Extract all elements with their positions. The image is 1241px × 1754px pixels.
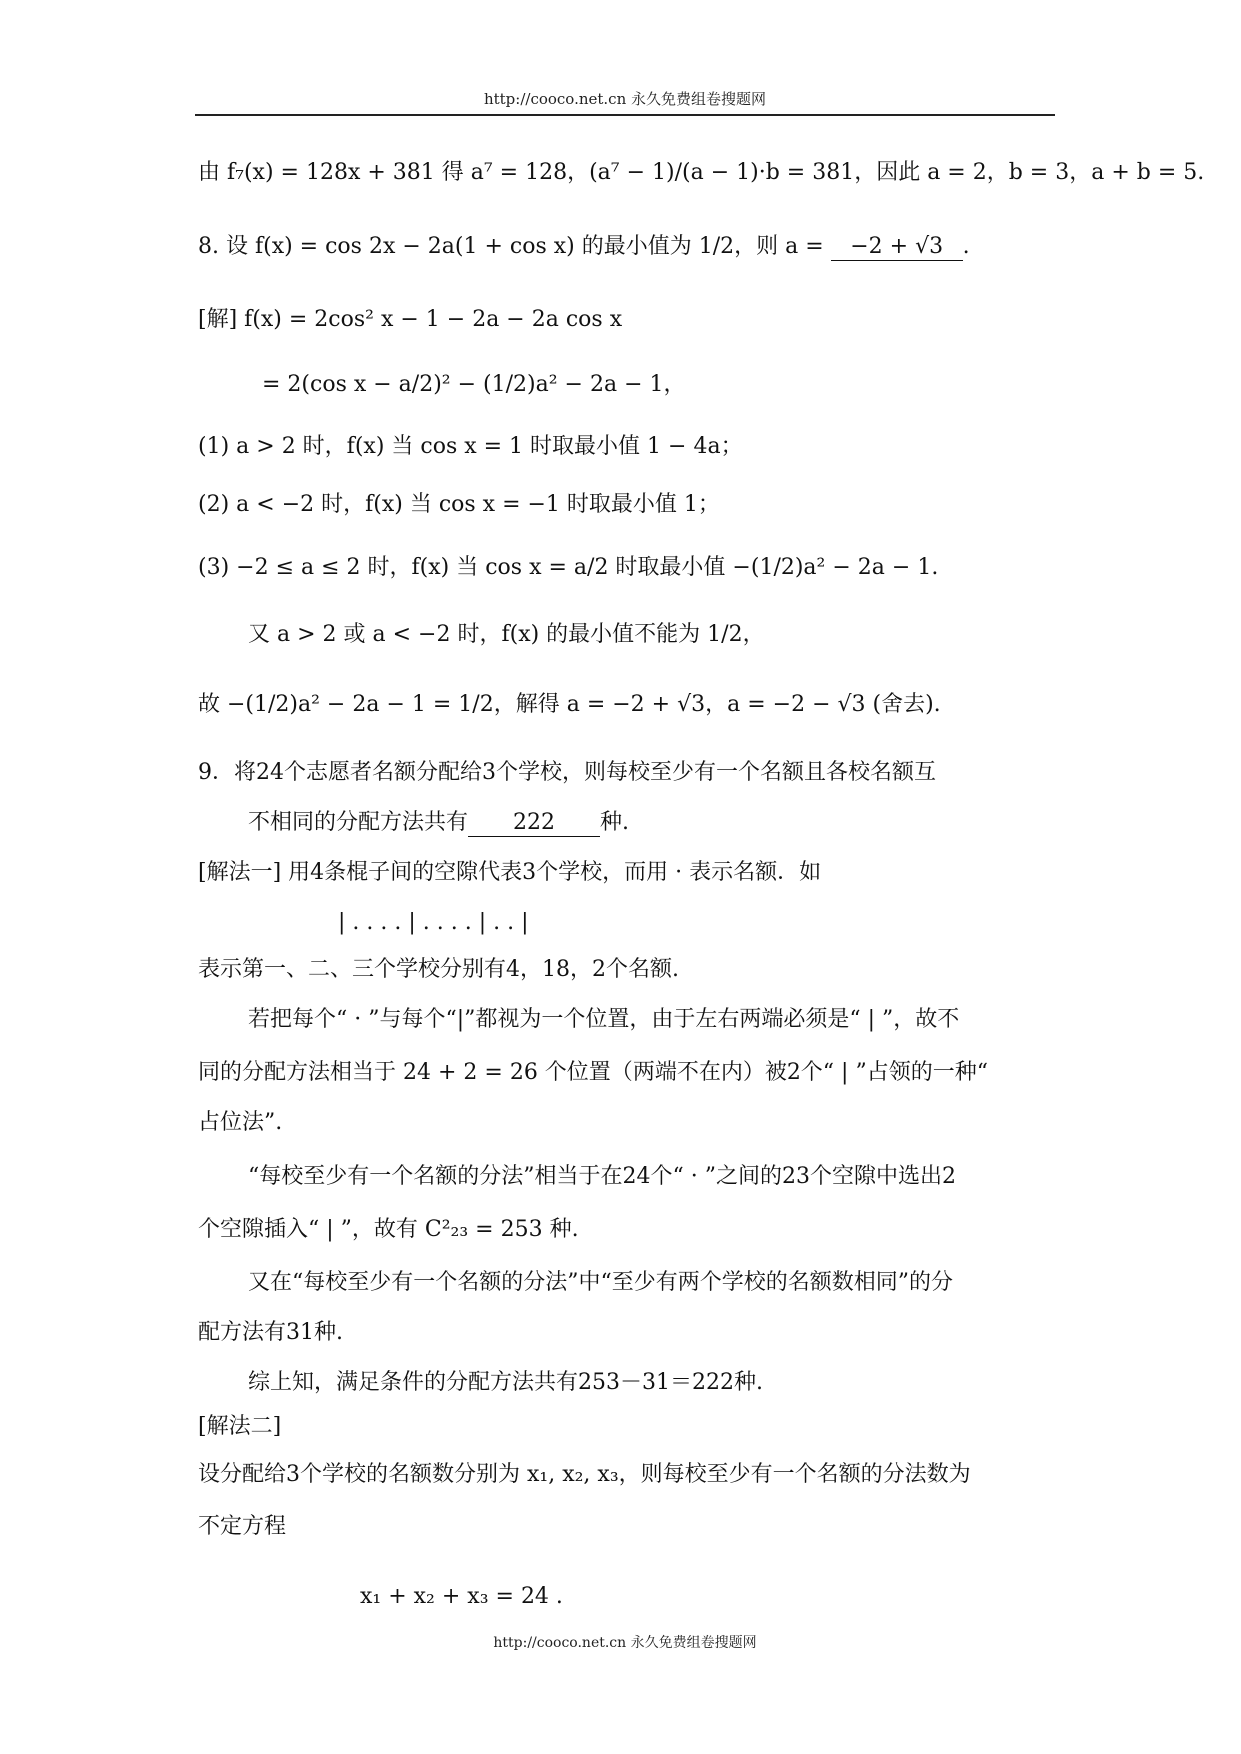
solution-8-line-1: [解] f(x) = 2cos² x − 1 − 2a − 2a cos x [198, 307, 623, 332]
problem-9-end: 种. [600, 810, 630, 835]
problem-8-text: 8. 设 f(x) = cos 2x − 2a(1 + cos x) 的最小值为 1/2，则 a = [198, 234, 831, 259]
method-2-title: [解法二] [198, 1414, 282, 1439]
header-rule [195, 114, 1055, 116]
method-1-para-1-line-2: 同的分配方法相当于 24 + 2 = 26 个位置（两端不在内）被2个“ | ”占领的一种“ [198, 1060, 988, 1085]
solution-8-case-3: (3) −2 ≤ a ≤ 2 时，f(x) 当 cos x = a/2 时取最小值 −(1/2)a² − 2a − 1. [198, 555, 939, 580]
method-2-line-1: 设分配给3个学校的名额数分别为 x₁, x₂, x₃，则每校至少有一个名额的分法数为 [198, 1462, 971, 1487]
solution-8-line-2: = 2(cos x − a/2)² − (1/2)a² − 2a − 1， [262, 372, 686, 397]
problem-9-line-2 [248, 808, 629, 838]
solution-8-note: 又 a > 2 或 a < −2 时，f(x) 的最小值不能为 1/2， [248, 622, 765, 647]
method-1-para-3-line-1: 又在“每校至少有一个名额的分法”中“至少有两个学校的名额数相同”的分 [248, 1270, 953, 1295]
solution-8-case-1: (1) a > 2 时，f(x) 当 cos x = 1 时取最小值 1 − 4a； [198, 434, 743, 459]
method-1-summary: 综上知，满足条件的分配方法共有253－31＝222种. [248, 1370, 763, 1395]
problem-9-text: 不相同的分配方法共有 [248, 810, 469, 835]
method-1-para-2-line-1: “每校至少有一个名额的分法”相当于在24个“ · ”之间的23个空隙中选出2 [248, 1164, 956, 1189]
problem-9-line-1: 9．将24个志愿者名额分配给3个学校，则每校至少有一个名额且各校名额互 [198, 760, 936, 785]
stick-diagram: | . . . . | . . . . | . . | [338, 910, 529, 935]
solution-8-case-2: (2) a < −2 时，f(x) 当 cos x = −1 时取最小值 1； [198, 492, 720, 517]
method-1-intro: [解法一] 用4条棍子间的空隙代表3个学校，而用 · 表示名额．如 [198, 860, 822, 885]
problem-8 [198, 232, 970, 262]
method-2-line-2: 不定方程 [198, 1514, 287, 1539]
solution-line-7-result: 由 f₇(x) = 128x + 381 得 a⁷ = 128，(a⁷ − 1)/(a − 1)·b = 381，因此 a = 2，b = 3，a + b = 5. [198, 160, 1205, 185]
problem-8-answer-blank: −2 + √3 [831, 234, 963, 261]
method-1-para-2-line-2: 个空隙插入“ | ”，故有 C²₂₃ = 253 种. [198, 1217, 579, 1242]
solution-8-conclusion: 故 −(1/2)a² − 2a − 1 = 1/2，解得 a = −2 + √3，a = −2 − √3 (舍去). [198, 692, 941, 717]
method-1-para-3-line-2: 配方法有31种. [198, 1320, 343, 1345]
problem-8-end: . [962, 234, 970, 259]
method-2-equation: x₁ + x₂ + x₃ = 24 . [360, 1584, 563, 1609]
problem-9-answer-blank: 222 [468, 810, 600, 837]
page-header: http://cooco.net.cn 永久免费组卷搜题网 [483, 90, 767, 108]
page-footer: http://cooco.net.cn 永久免费组卷搜题网 [493, 1635, 757, 1651]
method-1-example: 表示第一、二、三个学校分别有4，18，2个名额. [198, 957, 679, 982]
method-1-para-1-line-3: 占位法”. [198, 1110, 283, 1135]
method-1-para-1-line-1: 若把每个“ · ”与每个“|”都视为一个位置，由于左右两端必须是“ | ”，故不 [248, 1007, 960, 1032]
